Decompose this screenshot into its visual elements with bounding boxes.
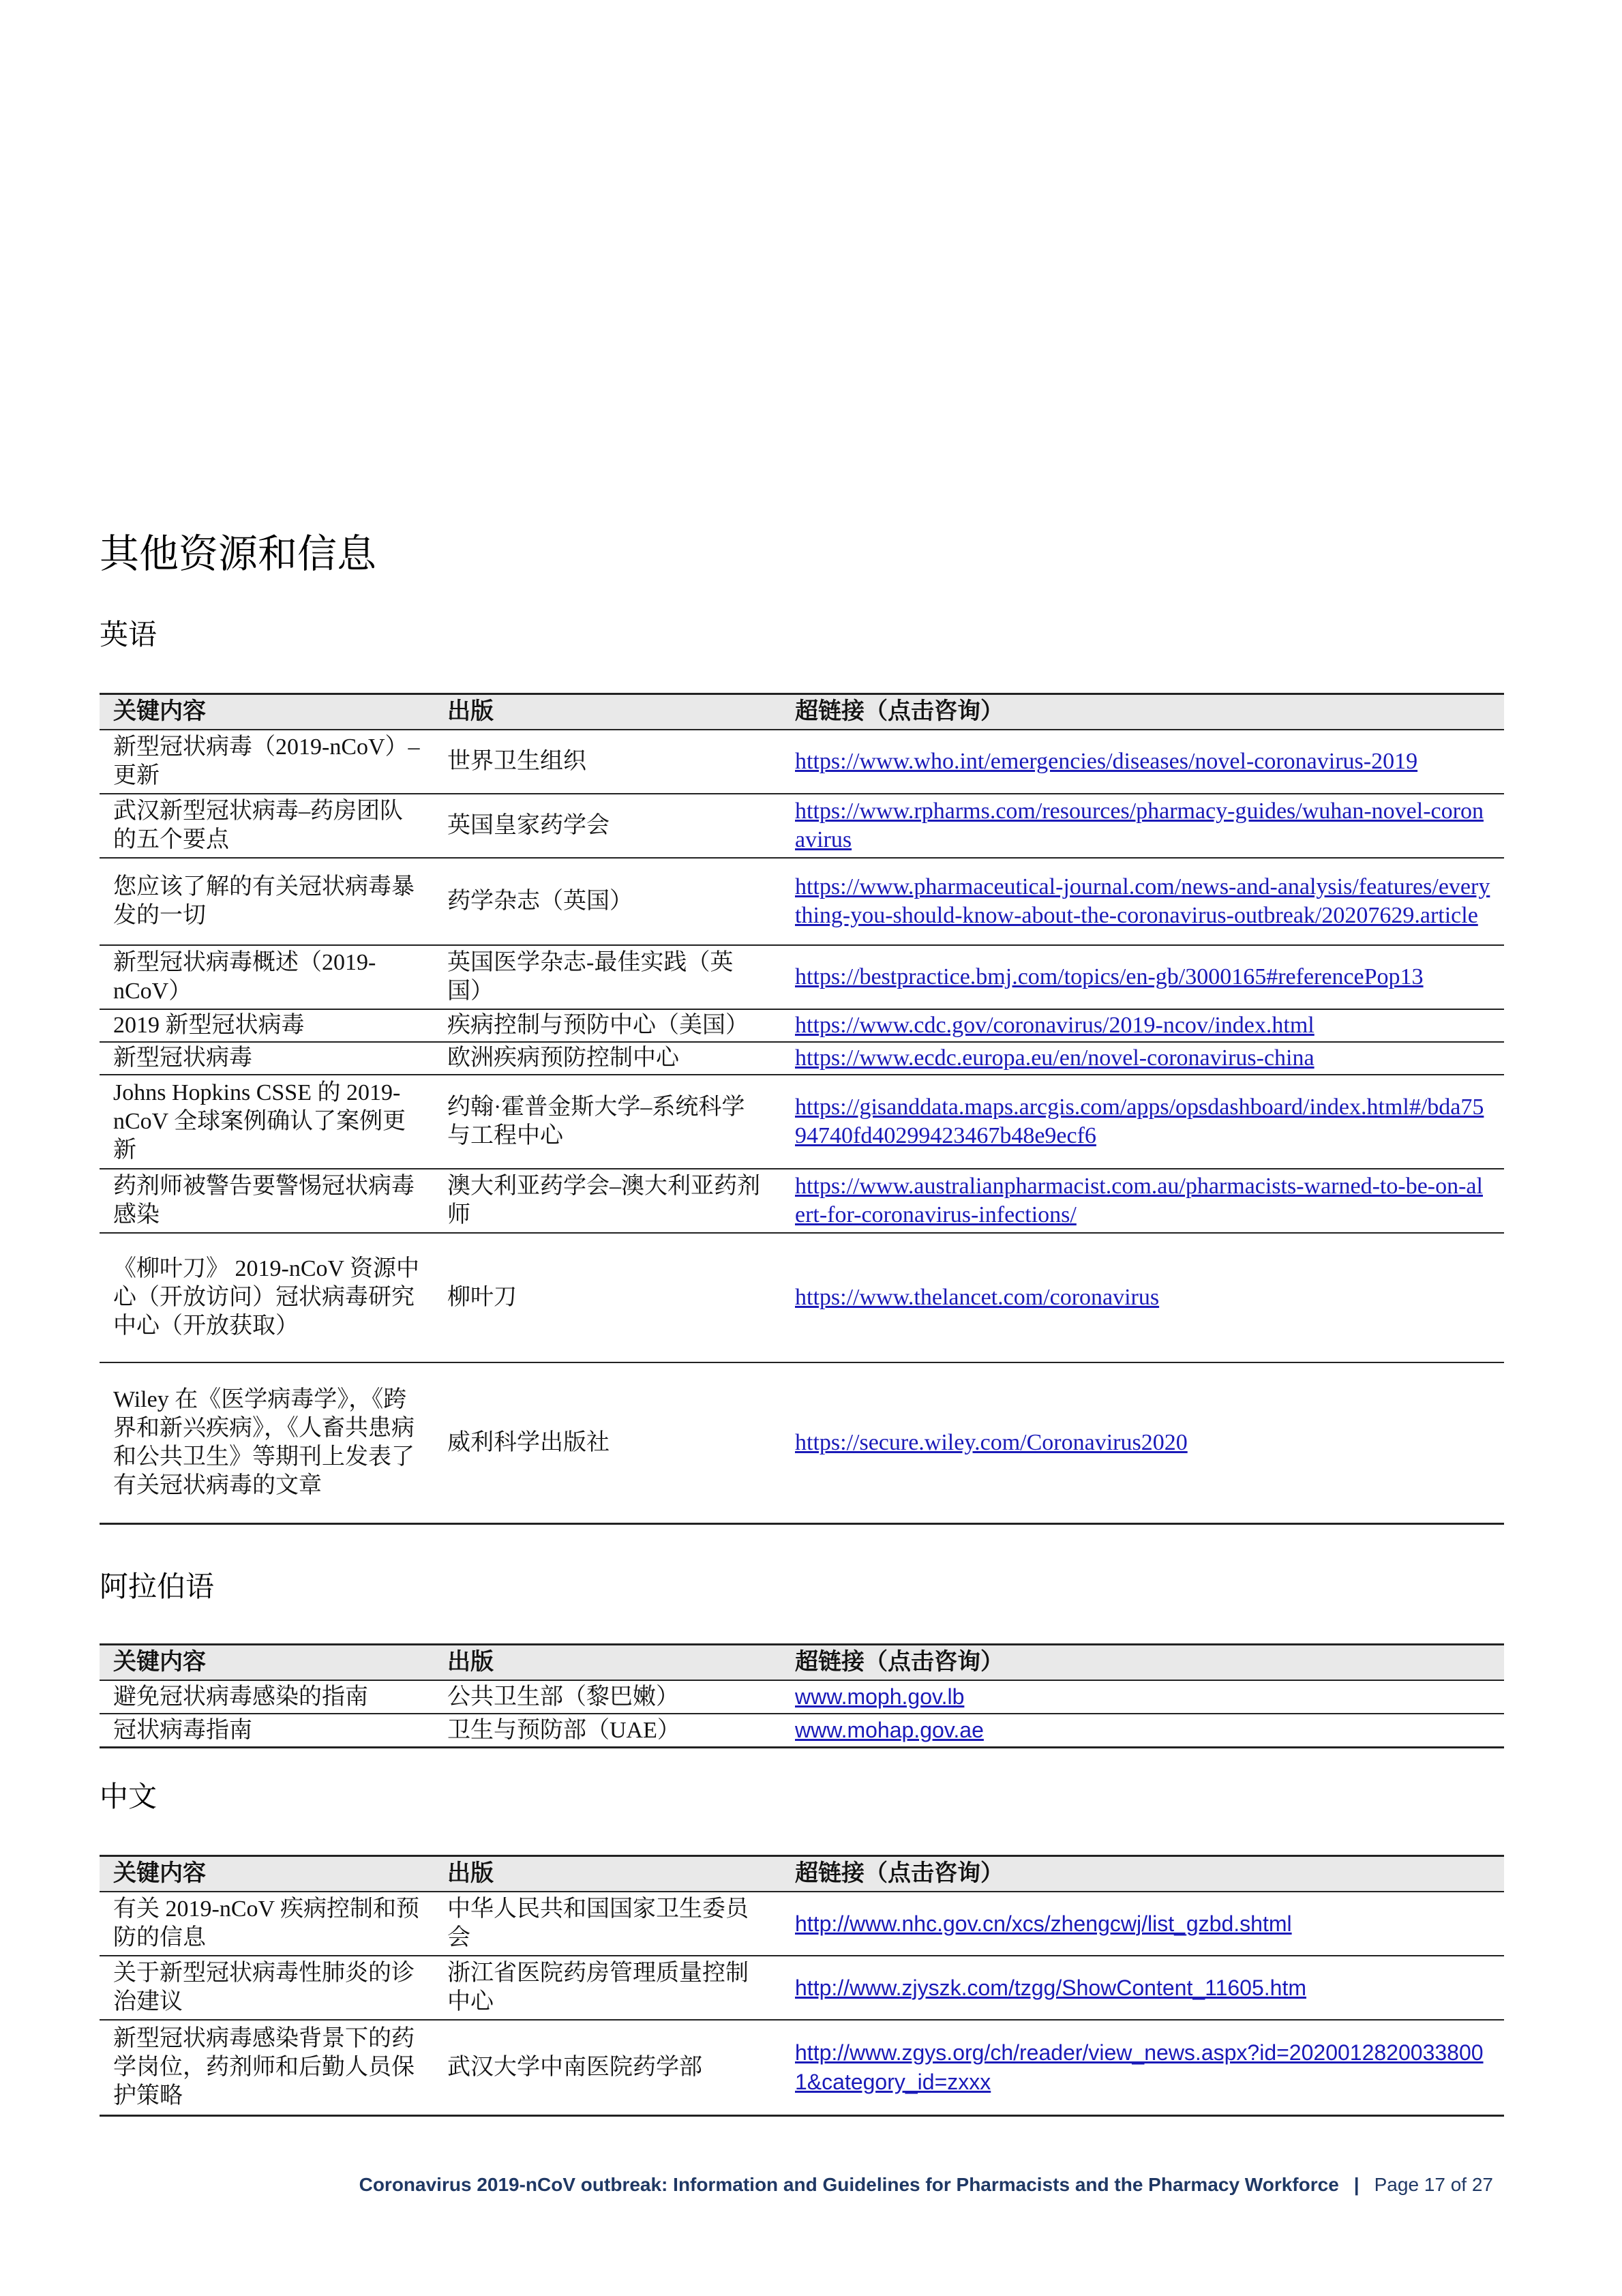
resource-link[interactable]: https://www.thelancet.com/coronavirus [795, 1285, 1160, 1310]
page-footer [0, 2174, 1493, 2196]
row-publisher: 英国医学杂志-最佳实践（英国） [434, 945, 781, 1009]
row-content: 《柳叶刀》 2019-nCoV 资源中心（开放访问）冠状病毒研究中心（开放获取） [100, 1233, 434, 1362]
row-content: 新型冠状病毒感染背景下的药学岗位，药剂师和后勤人员保护策略 [100, 2020, 434, 2115]
row-publisher: 澳大利亚药学会–澳大利亚药剂师 [434, 1169, 781, 1233]
row-content: Wiley 在《医学病毒学》，《跨界和新兴疾病》，《人畜共患病和公共卫生》等期刊上发表了有关冠状病毒的文章 [100, 1362, 434, 1523]
row-publisher: 武汉大学中南医院药学部 [434, 2020, 781, 2115]
footer-title: Coronavirus 2019-nCoV outbreak: Information and Guidelines for Pharmacists and the Pharmacy Workforce [359, 2174, 1339, 2195]
resource-link[interactable]: https://gisanddata.maps.arcgis.com/apps/opsdashboard/index.html#/bda7594740fd40299423467b48e9ecf6 [795, 1094, 1484, 1148]
table-header-row [100, 1645, 1504, 1681]
resource-table-arabic [100, 1643, 1504, 1748]
resource-link[interactable]: https://www.australianpharmacist.com.au/pharmacists-warned-to-be-on-alert-for-coronavirus-infections/ [795, 1174, 1483, 1227]
resource-link[interactable]: http://www.zjyszk.com/tzgg/ShowContent_11605.htm [795, 1975, 1306, 2000]
row-publisher: 约翰·霍普金斯大学–系统科学与工程中心 [434, 1075, 781, 1169]
table-row [100, 1362, 1504, 1523]
resource-link[interactable]: https://www.cdc.gov/coronavirus/2019-ncov/index.html [795, 1013, 1315, 1038]
resource-link[interactable]: https://www.rpharms.com/resources/pharmacy-guides/wuhan-novel-coronavirus [795, 799, 1484, 852]
table-row [100, 1075, 1504, 1169]
table-row [100, 1714, 1504, 1748]
table-row [100, 1233, 1504, 1362]
row-publisher: 英国皇家药学会 [434, 794, 781, 858]
row-content: 避免冠状病毒感染的指南 [100, 1680, 434, 1714]
footer-separator: | [1353, 2174, 1360, 2195]
resource-link[interactable]: www.moph.gov.lb [795, 1684, 965, 1709]
section-title-chinese: 中文 [100, 1782, 157, 1813]
row-content: Johns Hopkins CSSE 的 2019-nCoV 全球案例确认了案例更新 [100, 1075, 434, 1169]
row-publisher: 卫生与预防部（UAE） [434, 1714, 781, 1748]
header-key-content: 关键内容 [100, 694, 434, 730]
header-publisher: 出版 [434, 694, 781, 730]
resource-link[interactable]: https://www.ecdc.europa.eu/en/novel-coronavirus-china [795, 1045, 1315, 1071]
row-publisher: 疾病控制与预防中心（美国） [434, 1009, 781, 1042]
header-hyperlink: 超链接（点击咨询） [781, 1856, 1504, 1892]
row-publisher: 欧洲疾病预防控制中心 [434, 1042, 781, 1075]
table-row [100, 945, 1504, 1009]
section-title-english: 英语 [100, 620, 157, 651]
row-publisher: 中华人民共和国国家卫生委员会 [434, 1892, 781, 1956]
table-row [100, 794, 1504, 858]
resource-table-english [100, 693, 1504, 1525]
row-publisher: 柳叶刀 [434, 1233, 781, 1362]
table-row [100, 1892, 1504, 1956]
resource-link[interactable]: www.mohap.gov.ae [795, 1718, 984, 1742]
table-row [100, 1169, 1504, 1233]
resource-link[interactable]: http://www.zgys.org/ch/reader/view_news.aspx?id=20200128200338001&category_id=zxxx [795, 2040, 1484, 2094]
header-hyperlink: 超链接（点击咨询） [781, 1645, 1504, 1681]
resource-link[interactable]: http://www.nhc.gov.cn/xcs/zhengcwj/list_gzbd.shtml [795, 1911, 1292, 1936]
table-row [100, 858, 1504, 945]
page-number: Page 17 of 27 [1374, 2174, 1493, 2195]
resource-link[interactable]: https://secure.wiley.com/Coronavirus2020 [795, 1429, 1188, 1455]
row-content: 药剂师被警告要警惕冠状病毒感染 [100, 1169, 434, 1233]
row-content: 冠状病毒指南 [100, 1714, 434, 1748]
section-title-arabic: 阿拉伯语 [100, 1572, 215, 1603]
row-content: 新型冠状病毒 [100, 1042, 434, 1075]
table-row [100, 1956, 1504, 2020]
table-row [100, 1009, 1504, 1042]
row-publisher: 药学杂志（英国） [434, 858, 781, 945]
row-content: 新型冠状病毒（2019-nCoV）–更新 [100, 730, 434, 794]
row-publisher: 公共卫生部（黎巴嫩） [434, 1680, 781, 1714]
header-hyperlink: 超链接（点击咨询） [781, 694, 1504, 730]
table-header-row [100, 694, 1504, 730]
row-content: 新型冠状病毒概述（2019-nCoV） [100, 945, 434, 1009]
table-header-row [100, 1856, 1504, 1892]
resource-link[interactable]: https://bestpractice.bmj.com/topics/en-gb/3000165#referencePop13 [795, 964, 1424, 989]
table-row [100, 730, 1504, 794]
table-row [100, 1680, 1504, 1714]
resource-link[interactable]: https://www.who.int/emergencies/diseases/novel-coronavirus-2019 [795, 749, 1418, 774]
row-content: 您应该了解的有关冠状病毒暴发的一切 [100, 858, 434, 945]
row-content: 有关 2019-nCoV 疾病控制和预防的信息 [100, 1892, 434, 1956]
resource-link[interactable]: https://www.pharmaceutical-journal.com/news-and-analysis/features/everything-you-should-know-about-the-coronavirus-outbreak/20207629.article [795, 874, 1490, 928]
row-publisher: 世界卫生组织 [434, 730, 781, 794]
row-content: 2019 新型冠状病毒 [100, 1009, 434, 1042]
table-row [100, 1042, 1504, 1075]
row-content: 武汉新型冠状病毒–药房团队的五个要点 [100, 794, 434, 858]
row-publisher: 威利科学出版社 [434, 1362, 781, 1523]
resource-table-chinese [100, 1855, 1504, 2117]
row-content: 关于新型冠状病毒性肺炎的诊治建议 [100, 1956, 434, 2020]
table-row [100, 2020, 1504, 2115]
header-publisher: 出版 [434, 1856, 781, 1892]
page-title: 其他资源和信息 [100, 532, 377, 576]
header-publisher: 出版 [434, 1645, 781, 1681]
row-publisher: 浙江省医院药房管理质量控制中心 [434, 1956, 781, 2020]
header-key-content: 关键内容 [100, 1856, 434, 1892]
header-key-content: 关键内容 [100, 1645, 434, 1681]
